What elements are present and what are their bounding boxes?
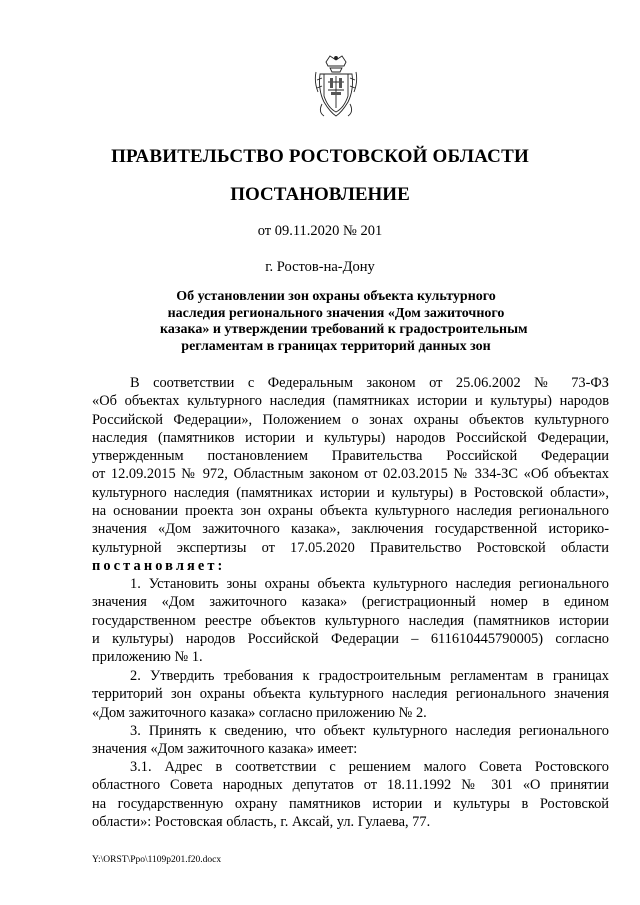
item-1-paragraph [92,575,609,666]
item-3-paragraph [92,722,609,759]
paragraph-line: государственном реестре объектов культурного наследия (памятников истории [92,612,609,629]
paragraph-line: территорий зон охраны объекта культурного наследия регионального значения [92,686,609,703]
paragraph-line: культурной экспертизы от 17.05.2020 Правительство Ростовской области [92,539,609,556]
paragraph-line: от 12.09.2015 № 972, Областным законом от 02.03.2015 № 334-ЗС «Об объектах [92,466,609,483]
government-title: ПРАВИТЕЛЬСТВО РОСТОВСКОЙ ОБЛАСТИ [111,146,529,167]
item-2-paragraph [92,667,609,722]
paragraph-line: культурного наследия (памятниках истории и культуры) в Ростовской области», [92,484,609,501]
paragraph-line: утвержденным постановлением Правительства Российской Федерации [92,448,609,465]
paragraph-line: области»: Ростовская область, г. Аксай, ул. Гулаева, 77. [92,813,431,830]
paragraph-line: приложению № 1. [92,649,203,666]
subject-line: казака» и утверждении требований к градостроительным [160,322,528,338]
preamble-paragraph [92,374,609,575]
paragraph-line: 1. Установить зоны охраны объекта культурного наследия регионального [130,576,609,592]
paragraph-line: областного Совета народных депутатов от 18.11.1992 № 301 «О принятии [92,777,609,794]
paragraph-line: 3. Принять к сведению, что объект культурного наследия регионального [130,723,609,739]
paragraph-line: значения «Дом зажиточного казака» имеет: [92,741,358,758]
paragraph-line: 2. Утвердить требования к градостроительным регламентам в границах [130,668,609,684]
paragraph-line: на основании проекта зон охраны объекта культурного наследия регионального [92,503,609,520]
paragraph-line: Российской Федерации», Положением о зонах охраны объектов культурного [92,411,609,428]
item-3-1-paragraph [92,758,609,831]
subject-line: наследия регионального значения «Дом зажиточного [167,305,505,321]
paragraph-line: и культуры) народов Российской Федерации – 611610445790005) согласно [92,630,609,647]
rostov-oblast-coat-of-arms-icon [314,52,358,120]
paragraph-line: на государственную охрану памятников истории и культуры в Ростовской [92,795,609,812]
document-date-number: от 09.11.2020 № 201 [257,223,383,239]
paragraph-line: «Об объектах культурного наследия (памятниках истории и культуры) народов [92,393,609,410]
document-city: г. Ростов-на-Дону [265,259,375,275]
paragraph-line: наследия (памятников истории и культуры) народов Российской Федерации, [92,429,609,446]
paragraph-line: 3.1. Адрес в соответствии с решением малого Совета Ростовского [130,759,609,775]
document-type: ПОСТАНОВЛЕНИЕ [230,184,410,205]
paragraph-line: значения «Дом зажиточного казака», заключения государственной историко- [92,521,609,538]
subject-line: Об установлении зон охраны объекта культурного [176,289,496,304]
paragraph-line: В соответствии с Федеральным законом от 25.06.2002 № 73-ФЗ [130,375,609,391]
decree-word: постановляет: [92,557,226,574]
file-path-footer: Y:\ORST\Ppo\1109p201.f20.docx [92,855,222,865]
document-subject [160,289,528,355]
subject-line: регламентам в границах территорий данных зон [181,338,491,354]
paragraph-line: «Дом зажиточного казака» согласно приложению № 2. [92,704,427,721]
paragraph-line: значения «Дом зажиточного казака» (регистрационный номер в едином [92,594,609,611]
